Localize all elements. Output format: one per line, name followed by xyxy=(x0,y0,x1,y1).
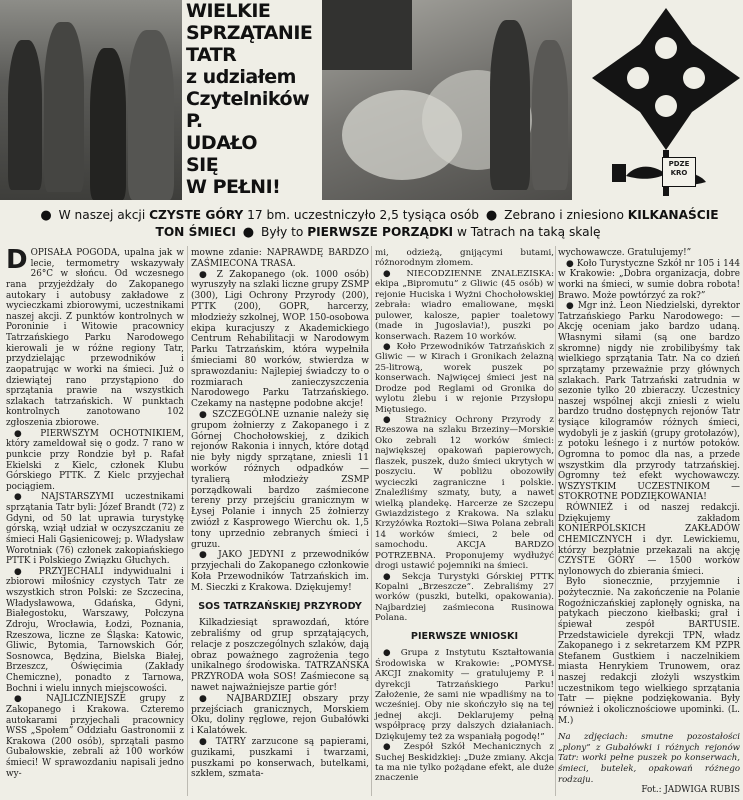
paragraph: ● Zespół Szkół Mechanicznych z Suchej Beskidzkiej: „Duże zmiany. Akcja ta ma nie tylko pożądane efekt, ale duże znaczenie xyxy=(375,742,554,784)
lead-text: 17 bm. uczestniczyło 2,5 tysiąca osób xyxy=(247,208,480,222)
logo-small-box xyxy=(612,164,626,182)
lead-text: Zebrano i zniesiono xyxy=(504,208,624,222)
paragraph: ● Grupa z Instytutu Kształtowania Środowiska w Krakowie: „POMYSŁ AKCJI znakomity — gratulujemy P. i dyrekcji Tatrzańskiego Parku! Założenie, że sami nie wpadliśmy na to wcześniej. Oby nie skończyło się na tej jednej akcji. Deklarujemy pełną współpracę przy dalszych działaniach. Dziękujemy też za wspaniałą pogodę!” xyxy=(375,648,555,742)
lead-text: Były to xyxy=(260,225,304,239)
paragraph: OPISAŁA POGODA, upalna jak w lecie, termometry wskazywały 26°C w słońcu. Od wczesnego rana przyjeżdżały do Zakopanego autokary i autobusy zakładowe z wycieczkami zbiorowymi, uczestnikami naszej akcji. Z punktów kontrolnych w Poroninie i Witowie pracownicy Tatrzańskiego Parku Narodowego kierowali je w różne regiony Tatr, przydzielając przewodników i zaopatrując w worki na śmieci. Już o dziewiątej rano przystąpiono do sprzątania prawie na wszystkich szlakach tatrzańskich. W punktach kontrolnych zanotowano 102 zgłoszenia zbiorowe. xyxy=(6,248,184,428)
lead-text: CZYSTE GÓRY xyxy=(149,208,244,222)
paragraph-text: NAJSTARSZYMI uczestnikami sprzątania Tatr byli: Józef Brandt (72) z Gdyni, od 50 lat uprawia turystykę górską, wziął udział w oczyszczaniu ze śmieci Hali Gąsienicowej; p. Władysław Worotniak (76) członek zakopiańskiego PTTK i Polskiego Związku Głuchych. xyxy=(6,492,184,567)
paragraph: wychowawcze. Gratulujemy!” xyxy=(558,248,692,258)
lead-paragraph xyxy=(28,207,728,241)
paragraph: ● NAJSTARSZYMI uczestnikami sprzątania Tatr byli: Józef Brandt (72) z Gdyni, od 50 lat uprawia turystykę górską, wziął udział w oczyszczaniu ze śmieci Hali Gąsienicowej; p. Władysław Worotniak (76) członek zakopiańskiego PTTK i Polskiego Związku Głuchych. xyxy=(6,492,184,567)
paragraph: ● Koło Turystyczne Szkół nr 105 i 144 w Krakowie: „Dobra organizacja, dobre worki na śmieci, w sumie dobra robota! Brawo. Może powtórzyć za rok?” xyxy=(558,258,741,301)
paragraph: ● Strażnicy Ochrony Przyrody z Rzeszowa na szlaku Brzeziny—Morskie Oko zebrali 12 worków śmieci: największej opakowań papierowych, flaszek, puszek, dużo śmieci ukrytych w poszyciu. W pobliżu obozowiły wycieczki zagraniczne i polskie. Znaleźliśmy szmaty, buty, a nawet wielką plandekę. Harcerze ze Szczepu Gwiazdzistego z Krakowa. Na szlaku Krzyżówka Roztoki—Siwa Polana zebrali 14 worków śmieci, 2 bele od samochodu. AKCJA BARDZO POTRZEBNA. Proponujemy wydłużyć drogi ustawić pojemniki na śmieci. xyxy=(375,415,554,572)
section-heading: SOS TATRZAŃSKIEJ PRZYRODY xyxy=(198,600,362,612)
headline-line: W PEŁNI! xyxy=(186,176,281,198)
column-rule xyxy=(187,246,188,796)
headline-line: Czytelników P. xyxy=(186,88,310,132)
paragraph-text: Strażnicy Ochrony Przyrody z Rzeszowa na szlaku Brzeziny—Morskie Oko zebrali 12 worków śmieci: największej opakowań papierowych, flaszek, puszek, dużo śmieci ukrytych w poszyciu. W pobliżu obozowiły wycieczki zagraniczne i polskie. Znaleźliśmy szmaty, buty, a nawet wielką plandekę. Harcerze ze Szczepu Gwiazdzistego z Krakowa. Na szlaku Krzyżówka Roztoki—Siwa Polana zebrali 14 worków śmieci, 2 bele od samochodu. AKCJA BARDZO POTRZEBNA. Proponujemy wydłużyć drogi ustawić pojemniki na śmieci. xyxy=(375,415,554,572)
paragraph: mowne zdanie: NAPRAWDĘ BARDZO ZAŚMIECONA TRASA. xyxy=(191,248,369,269)
bullet-icon: ● xyxy=(485,208,498,223)
paragraph: RÓWNIEŻ i od naszej redakcji. Dziękujemy zakładom KONIERPOLSKICH ZAKŁADÓW CHEMICZNYCH i dyr. Lewickiemu, którzy bezpłatnie przekazali na akcję CZYSTE GÓRY — 1500 worków nylonowych do zbierania śmieci. xyxy=(558,503,740,577)
paragraph: Kilkadziesiąt sprawozdań, które zebraliśmy od grup sprzątających, relacje z poszczególnych szlaków, dają obraz poważnego zagrożenia tego unikalnego środowiska. TATRZAŃSKA PRZYRODA woła SOS! Zaśmiecone są nawet najważniejsze partie gór! xyxy=(191,618,369,694)
bullet-icon: ● xyxy=(242,225,255,240)
lead-text: w Tatrach na taką skalę xyxy=(456,225,601,239)
lead-text: PIERWSZE PORZĄDKI xyxy=(307,225,454,239)
paragraph: ● NAJLICZNIEJSZE grupy z Zakopanego i Krakowa. Czteremo autokarami przyjechali pracownicy WSS „Społem” Oddziału Gastronomii z Krakowa (200 osób), sprzątali pasmo Gubałowskie, zebrali aż 100 worków śmieci! W sprawozdaniu napisali jedno wy- xyxy=(6,694,184,779)
paragraph-text: TATRY zarzucone są papierami, guzikami, puszkami i twarzami, puszkami po konserwach, butelkami, szkłem, szmata- xyxy=(191,737,370,780)
paragraph: ● PRZYJECHALI indywidualni i zbiorowi miłośnicy czystych Tatr ze wszystkich stron Polski: ze Szczecina, Władysławowa, Gdańska, Gdyni, Białegostoku, Warszawy, Połczyna Zdroju, Wrocławia, Łodzi, Poznania, Rzeszowa, liczne ze Śląska: Katowic, Gliwic, Bytomia, Tarnowskich Gór, Sosnowca, Będzina, Bielska Białej, Brzeszcz, Oświęcimia (Zakłady Chemiczne), ponadto z Tarnowa, Bochni i wielu innych miejscowości. xyxy=(6,566,184,694)
paragraph-text: Z Zakopanego (ok. 1000 osób) wyruszyły na szlaki liczne grupy ZSMP (300), Ligi Ochrony Przyrody (200), PTTK (200), GOPR, harcerzy, młodzieży szkolnej, WOP. 150-osobowa ekipa kuracjuszy z Akademickiego Centrum Rehabilitacji w Narodowym Parku Tatrzańskim, która wypełniła śmieciami 80 worków, stwierdza w sprawozdaniu: Najlepiej świadczy to o rozmiarach zanieczyszczenia Narodowego Parku Tatrzańskiego. Czekamy na następne podobne akcje! xyxy=(191,269,370,410)
paragraph-text: NAJBARDZIEJ obszary przy przejściach granicznych, Morskiem Oku, doliny ręglowe, rejon Gubałówki i Kalatówek. xyxy=(191,693,370,737)
paragraph: ● SZCZEGÓLNE uznanie należy się grupom żołnierzy z Zakopanego i z Górnej Chochołowskiej, z dzikich rejonów Rakonia i innych, które dotąd nie były nigdy sprzątane, zniesli 11 worków różnych odpadków — tyralierą młodzieży ZSMP porządkowali bardzo zaśmiecone tereny przy przejściu granicznym w Łysej Polanie i innych 25 żołnierzy zwiózł z Kasprowego Wierchu ok. 1,5 tony uprzednio zebranych śmieci i gruzu. xyxy=(191,409,369,550)
cleanup-photo-right xyxy=(322,0,572,200)
paragraph-text: Koło Przewodników Tatrzańskich z Gliwic — w Kirach i Gronikach żelazną 25-litrową, worek puszek po konserwach. Najwięcej śmieci jest na Drodze pod Reglami od Gronika do wylotu żlebu i w rejonie Przysłopu Miętusiego. xyxy=(375,341,555,415)
paragraph: ● Koło Przewodników Tatrzańskich z Gliwic — w Kirach i Gronikach żelazną 25-litrową, worek puszek po konserwach. Najwięcej śmieci jest na Drodze pod Reglami od Gronika do wylotu żlebu i w rejonie Przysłopu Miętusiego. xyxy=(375,341,555,415)
headline-line: SPRZĄTANIE xyxy=(186,22,313,44)
article-column-4 xyxy=(558,248,740,796)
paragraph: mi, odzieżą, gnijącymi butami, różnorodnym złomem. xyxy=(375,248,554,269)
article-column-1 xyxy=(6,245,184,779)
headline-line: UDAŁO xyxy=(186,132,258,154)
lead-text: W naszej akcji xyxy=(58,208,146,222)
paragraph: ● Sekcja Turystyki Górskiej PTTK Kopalni „Brzeszcze”. Zebraliśmy 27 worków (puszki, butelki, opakowania). Najbardziej zaśmiecona Rusinowa Polana. xyxy=(375,571,554,624)
drop-cap: D xyxy=(6,245,28,275)
bullet-icon: ● xyxy=(40,208,52,223)
article-column-3 xyxy=(375,248,554,784)
paragraph-text: Grupa z Instytutu Kształtowania Środowiska w Krakowie: „POMYSŁ AKCJI znakomity — gratulujemy P. i dyrekcji Tatrzańskiego Parku! Założenie, że sami nie wpadliśmy na to wcześniej. Oby nie skończyło się na tej jednej akcji. Deklarujemy pełną współpracę przy dalszych działaniach. Dziękujemy też za wspaniałą pogodę!” xyxy=(375,648,555,742)
paragraph: ● NIECODZIENNE ZNALEZISKA: ekipa „Bipromutu” z Gliwic (45 osób) w rejonie Huciska i Wyżni Chochołowskiej zebrała: wiadro emaliowane, męski pulower, kalosze, papier toaletowy (made in Jugoslavia!), puszki po konserwach. Razem 10 worków. xyxy=(375,268,554,342)
paragraph: ● PIERWSZYM OCHOTNIKIEM, który zameldował się o godz. 7 rano w punkcie przy Rondzie był p. Rafał Ekielski z Kielc, członek Klubu Górskiego PTTK. Z Kielc przyjechał pociągiem. xyxy=(6,428,184,492)
paragraph-text: Zespół Szkół Mechanicznych z Suchej Beskidzkiej: „Duże zmiany. Akcja ta ma nie tylko pożądane efekt, ale duże znaczenie xyxy=(375,742,554,784)
paragraph: ● JAKO JEDYNI z przewodników przyjechali do Zakopanego członkowie Koła Przewodników Tatrzańskich im. M. Sieczki z Krakowa. Dziękujemy! xyxy=(191,550,370,593)
section-heading: PIERWSZE WNIOSKI xyxy=(410,630,519,642)
paragraph-text: Mgr inż. Leon Niedzielski, dyrektor Tatrzańskiego Parku Narodowego: — Akcję oceniam jako bardzo udaną. Własnymi siłami (są one bardzo skromne) nigdy nie zrobilibyśmy tak wielkiego sprzątania Tatr. Na co dzień sprzątamy przeważnie przy głównych szlakach. Park Tatrzański zatrudnia w sezonie tylko 20 zbieraczy. Uczestnicy naszej wspólnej akcji zniesli z wielu bardzo trudno dostępnych rejonów Tatr tysiące kilogramów różnych śmieci, wydobyli je z jaskiń (grupy grotołazów), z potoku leśnego i z nurtów potoków. Ogromna to pomoc dla nas, a przede wszystkim dla przyrody tatrzańskiej. Ogromny też efekt wychowawczy. WSZYSTKIM UCZESTNIKOM — STOKROTNE PODZIĘKOWANIA! xyxy=(558,301,740,503)
headline-line: SIĘ xyxy=(186,154,219,176)
paragraph: ● TATRY zarzucone są papierami, guzikami, puszkami i twarzami, puszkami po konserwach, butelkami, szkłem, szmata- xyxy=(191,737,370,780)
column-rule xyxy=(371,246,372,796)
paragraph: ● NAJBARDZIEJ obszary przy przejściach granicznych, Morskiem Oku, doliny ręglowe, rejon Gubałówki i Kalatówek. xyxy=(191,693,370,737)
logo-label-line1: PDZE xyxy=(668,160,690,168)
headline-line: WIELKIE xyxy=(186,0,271,22)
paragraph-text: SZCZEGÓLNE uznanie należy się grupom żołnierzy z Zakopanego i z Górnej Chochołowskiej, z dzikich rejonów Rakonia i innych, które dotąd nie były nigdy sprzątane, zniesli 11 worków różnych odpadków — tyralierą młodzieży ZSMP porządkowali bardzo zaśmiecone tereny przy przejściu granicznym w Łysej Polanie i innych 25 żołnierzy zwiózł z Kasprowego Wierchu ok. 1,5 tony uprzednio zebranych śmieci i gruzu. xyxy=(191,409,369,550)
paragraph-text: Koło Turystyczne Szkół nr 105 i 144 w Krakowie: „Dobra organizacja, dobre worki na śmieci, w sumie dobra robota! Brawo. Może powtórzyć za rok?” xyxy=(558,258,741,301)
paragraph-text: PRZYJECHALI indywidualni i zbiorowi miłośnicy czystych Tatr ze wszystkich stron Polski: ze Szczecina, Władysławowa, Gdańska, Gdyni, Białegostoku, Warszawy, Połczyna Zdroju, Wrocławia, Łodzi, Poznania, Rzeszowa, liczne ze Śląska: Katowic, Gliwic, Bytomia, Tarnowskich Gór, Sosnowca, Będzina, Bielska Białej, Brzeszcz, Oświęcimia (Zakłady Chemiczne), ponadto z Tarnowa, Bochni i wielu innych miejscowości. xyxy=(6,566,184,694)
paragraph-text: PIERWSZYM OCHOTNIKIEM, który zameldował się o godz. 7 rano w punkcie przy Rondzie był p. Rafał Ekielski z Kielc, członek Klubu Górskiego PTTK. Z Kielc przyjechał pociągiem. xyxy=(6,428,184,492)
photo-caption: Na zdjęciach: smutne pozostałości „plony” z Gubałówki i różnych rejonów Tatr: worki pełne puszek po konserwach, śmieci, butelek, opakowań różnego rodzaju. xyxy=(558,732,740,785)
photo-credit: Fot.: JADWIGA RUBIS xyxy=(641,785,740,796)
paragraph-text: Sekcja Turystyki Górskiej PTTK Kopalni „Brzeszcze”. Zebraliśmy 27 worków (puszki, butelki, opakowania). Najbardziej zaśmiecona Rusinowa Polana. xyxy=(375,571,554,624)
lead-text: KILKANAŚCIE TON ŚMIECI xyxy=(155,208,719,239)
headline xyxy=(186,0,320,200)
article-column-2 xyxy=(191,248,369,780)
headline-line: z udziałem xyxy=(186,66,296,88)
logo-label-box xyxy=(662,157,696,187)
paragraph: Było sionecznie, przyjemnie i pożytecznie. Na zakończenie na Polanie Rogoźniczańskiej zapłonęły ogniska, na patykach pieczono kiełbaski; grał i śpiewał zespół BARTUSIE. Przedstawiciele dyrekcji TPN, władz Zakopanego i z sekretarzem KM PZPR Stefanem Gustkiem i naczelnikiem miasta Henrykiem Trunowem, oraz naszej redakcji złożyli wszystkim uczestnikom tego wielkiego sprzątania Tatr — piękne podziękowania. Były również i okolicznościowe upominki. (L. M.) xyxy=(558,577,740,726)
paragraph-text: JAKO JEDYNI z przewodników przyjechali do Zakopanego członkowie Koła Przewodników Tatrzańskich im. M. Sieczki z Krakowa. Dziękujemy! xyxy=(191,550,370,593)
logo-petals-shape xyxy=(592,8,740,150)
headline-line: TATR xyxy=(186,44,237,66)
paragraph: ● Mgr inż. Leon Niedzielski, dyrektor Tatrzańskiego Parku Narodowego: — Akcję oceniam jako bardzo udaną. Własnymi siłami (są one bardzo skromne) nigdy nie zrobilibyśmy tak wielkiego sprzątania Tatr. Na co dzień sprzątamy przeważnie przy głównych szlakach. Park Tatrzański zatrudnia w sezonie tylko 20 zbieraczy. Uczestnicy naszej wspólnej akcji zniesli z wielu bardzo trudno dostępnych rejonów Tatr tysiące kilogramów różnych śmieci, wydobyli je z jaskiń (grupy grotołazów), z potoku leśnego i z nurtów potoków. Ogromna to pomoc dla nas, a przede wszystkim dla przyrody tatrzańskiej. Ogromny też efekt wychowawczy. WSZYSTKIM UCZESTNIKOM — STOKROTNE PODZIĘKOWANIA! xyxy=(558,301,740,503)
column-rule xyxy=(555,246,556,796)
logo-label-line2: KRO xyxy=(670,169,688,177)
cleanup-photo-left xyxy=(0,0,182,200)
paragraph: ● Z Zakopanego (ok. 1000 osób) wyruszyły na szlaki liczne grupy ZSMP (300), Ligi Ochrony Przyrody (200), PTTK (200), GOPR, harcerzy, młodzieży szkolnej, WOP. 150-osobowa ekipa kuracjuszy z Akademickiego Centrum Rehabilitacji w Narodowym Parku Tatrzańskim, która wypełniła śmieciami 80 worków, stwierdza w sprawozdaniu: Najlepiej świadczy to o rozmiarach zanieczyszczenia Narodowego Parku Tatrzańskiego. Czekamy na następne podobne akcje! xyxy=(191,269,370,410)
paragraph-text: NIECODZIENNE ZNALEZISKA: ekipa „Bipromutu” z Gliwic (45 osób) w rejonie Huciska i Wyżni Chochołowskiej zebrała: wiadro emaliowane, męski pulower, kalosze, papier toaletowy (made in Jugoslavia!), puszki po konserwach. Razem 10 worków. xyxy=(375,268,554,342)
paragraph-text: NAJLICZNIEJSZE grupy z Zakopanego i Krakowa. Czteremo autokarami przyjechali pracownicy WSS „Społem” Oddziału Gastronomii z Krakowa (200 osób), sprzątali pasmo Gubałowskie, zebrali aż 100 worków śmieci! W sprawozdaniu napisali jedno wy- xyxy=(6,694,184,779)
logo-leaf xyxy=(626,167,666,179)
